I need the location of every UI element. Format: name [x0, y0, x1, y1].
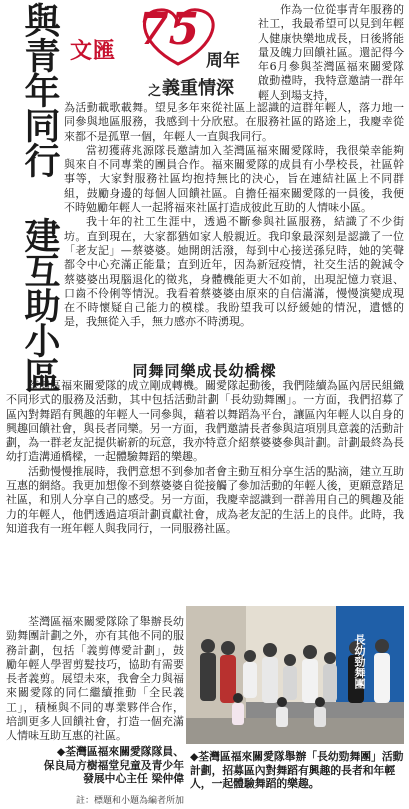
brand-name: 文匯 — [70, 39, 117, 64]
event-photo — [186, 606, 404, 744]
anniversary-number: 75 — [138, 4, 200, 55]
editor-note: 註：標題和小題為編者所加 — [75, 796, 184, 806]
author-byline — [6, 745, 184, 786]
tagline-prefix: 之 — [148, 84, 162, 99]
intro-paragraph: 作為一位從事青年服務的社工，我最希望可以見到年輕人健康快樂地成長，日後將能量及魄力回饋社區。還記得今年6月參與荃灣區福來關愛隊啟動禮時，我特意邀請一群年輕人到場支持， — [258, 3, 404, 102]
headline: 與青年同行 建互助小區 — [19, 2, 60, 392]
paragraph: 荃灣區福來關愛隊的成立剛成轉機。關愛隊起動後，我們陸續為區內居民組織不同形式的服務及活動，其中包括活動計劃「長幼勁舞團」。一方面，我們招募了區內對舞蹈有興趣的年輕人一同參與，藉着以舞蹈為平台，讓區內年輕人以自身的興趣回饋社會，與長者同樂。另一方面，我們邀請長者參與這項別具意義的活動計劃，為一群老友記提供嶄新的玩意，我亦特意介紹蔡婆婆參與計劃。計劃最終為長幼打造溝通橋樑，一起體驗舞蹈的樂趣。 — [6, 379, 404, 464]
body-section-1 — [64, 101, 404, 330]
anniversary-logo — [66, 4, 256, 100]
body-section-3 — [6, 615, 184, 744]
paragraph: 當初獲蔣兆源隊長邀請加入荃灣區福來關愛隊時，我很榮幸能夠與來自不同專業的團員合作。福來關愛隊的成員有小學校長，社區幹事等，大家對服務社區均抱持無比的決心，旨在連結社區上不同群組，鼓勵身邊的每個人回饋社區。自擔任福來關愛隊的一員後，我便不時勉勵年輕人一起將福來社區打造成彼此互助的人情味小區。 — [64, 143, 404, 215]
photo-caption: ◆荃灣區福來關愛隊舉辦「長幼勁舞團」活動計劃，招募區內對舞蹈有興趣的長者和年輕人，一起體驗舞蹈的樂趣。 — [190, 750, 404, 790]
author-line: 保良局方樹福堂兒童及青少年 — [43, 758, 184, 772]
photo-banner-text: 長幼勁舞團 — [353, 634, 366, 689]
author-line: ◆荃灣區福來關愛隊隊員、 — [56, 745, 184, 758]
anniversary-suffix: 周年 — [206, 51, 240, 71]
tagline: 義重情深 — [162, 78, 234, 99]
paragraph: 活動慢慢推展時，我們意想不到參加者會主動互相分享生活的點滴，建立互助互惠的網絡。我更加想像不到蔡婆婆自從接觸了參加活動的年輕人後，更願意踏足社區，和別人分享自己的感受。另一方面，我慶幸認識到一群善用自己的興趣及能力的年輕人，他們透過這項計劃貢獻社會，成為老友記的生活上的良伴。此時，我知道我有一班年輕人與我同行，一同服務社區。 — [6, 464, 404, 535]
author-line: 發展中心主任 梁仲偉 — [83, 772, 184, 785]
paragraph: 我十年的社工生涯中，透過不斷參與社區服務，結識了不少街坊。直到現在，大家都猶如家人般親近。我印象最深刻是認識了一位「老友記」—蔡婆婆。她開朗活潑，每到中心接送孫兒時，她的笑聲都令中心充滿正能量；直到近年，因為新冠疫情，社交生活的銳減令蔡婆婆出現腦退化的徵兆，身體機能更大不如前，出現記憶力衰退、口齒不伶俐等情況。我看着蔡婆婆由原來的自信滿滿，慢慢演變成現在不時懷疑自己能力的模樣。我盼望我可以紓緩她的情況，遺憾的是，我無從入手，無力感亦不時湧現。 — [64, 215, 404, 329]
subheading: 同舞同樂成長幼橋樑 — [132, 362, 277, 380]
body-section-2 — [6, 379, 404, 536]
paragraph: 荃灣區福來關愛隊除了舉辦長幼勁舞團計劃之外，亦有其他不同的服務計劃，包括「義剪傳愛計劃」，鼓勵年輕人學習剪髮技巧，協助有需要長者義剪。展望未來，我會全力與福來關愛隊的同仁繼續推動「全民義工」，積極與不同的專業夥伴合作，培訓更多人回饋社會，打造一個充滿人情味互助互惠的社區。 — [6, 615, 184, 743]
intro-column — [258, 3, 404, 103]
paragraph: 為活動載歌載舞。望見多年來從社區上認識的這群年輕人，落力地一同參與地區服務，我感到十分欣慰。在服務社區的路途上，我慶幸從來都不是孤單一個，年輕人一直與我同行。 — [64, 101, 404, 143]
